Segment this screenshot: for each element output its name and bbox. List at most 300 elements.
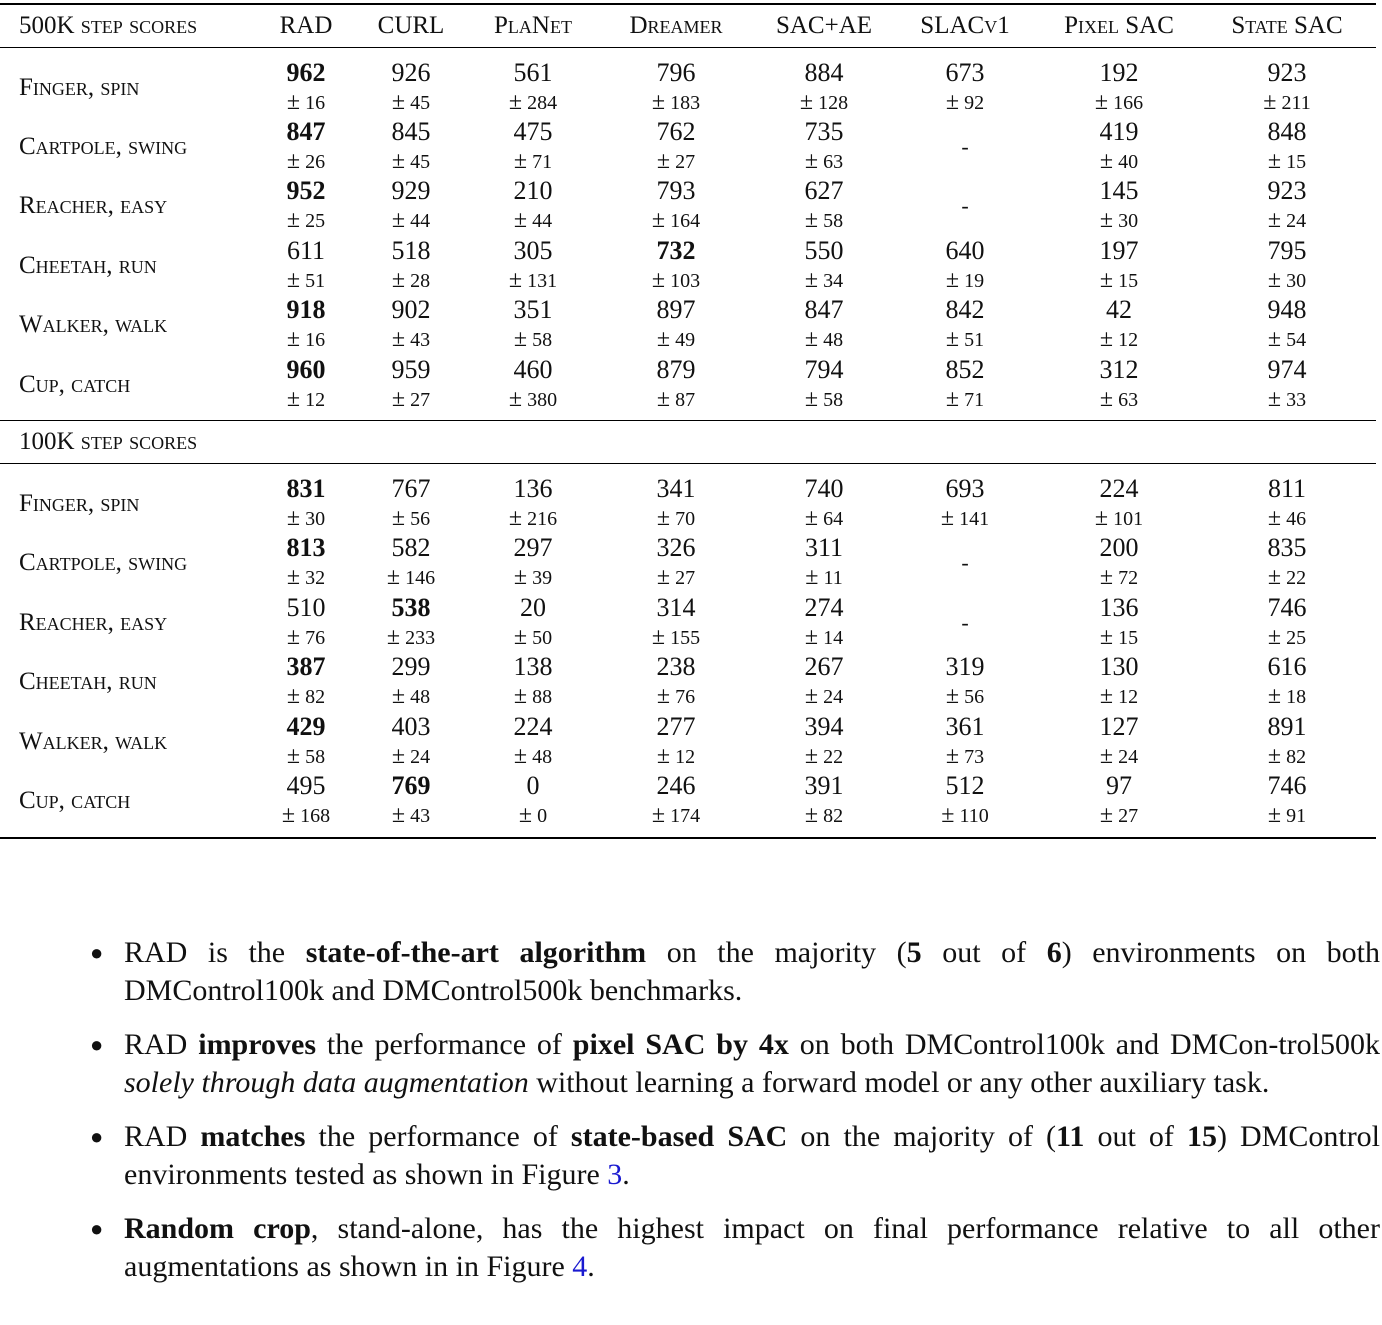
score-cell — [468, 176, 598, 236]
std-value: 103 — [670, 269, 701, 292]
score-cell — [894, 236, 1036, 296]
score-mean: 918 — [286, 295, 326, 325]
score-std — [354, 205, 468, 236]
score-mean: 312 — [1099, 354, 1139, 384]
score-cell — [258, 474, 354, 534]
plus-minus-icon: ± — [1267, 385, 1282, 412]
plus-minus-icon: ± — [804, 266, 819, 293]
score-std — [258, 384, 354, 415]
plus-minus-icon: ± — [1099, 385, 1114, 412]
std-value: 54 — [1286, 329, 1307, 352]
score-mean: 136 — [1099, 592, 1139, 622]
plus-minus-icon: ± — [508, 505, 523, 532]
text-run: RAD — [124, 1028, 199, 1061]
score-cell — [754, 236, 894, 296]
plus-minus-icon: ± — [804, 742, 819, 769]
plus-minus-icon: ± — [799, 88, 814, 115]
std-value: 50 — [532, 626, 553, 649]
score-mean: 20 — [520, 592, 546, 622]
std-value: 64 — [823, 508, 844, 531]
score-std — [754, 205, 894, 236]
col-header-dreamer: Dreamer — [629, 12, 723, 39]
score-cell — [1036, 58, 1202, 118]
std-value: 211 — [1281, 91, 1311, 114]
score-std — [258, 324, 354, 355]
std-value: 76 — [675, 686, 696, 709]
std-value: 33 — [1286, 388, 1307, 411]
std-value: 16 — [305, 329, 326, 352]
score-std — [1202, 146, 1372, 177]
plus-minus-icon: ± — [1267, 148, 1282, 175]
std-value: 16 — [305, 91, 326, 114]
text-run: the performance of — [316, 1028, 573, 1061]
score-std — [258, 622, 354, 653]
text-run: without learning a forward model or any other auxiliary task. — [528, 1066, 1270, 1099]
bottom-rule — [0, 837, 1376, 839]
table-row — [0, 593, 1376, 652]
score-std — [468, 503, 598, 534]
plus-minus-icon: ± — [513, 742, 528, 769]
score-std — [354, 622, 468, 653]
score-std — [1036, 384, 1202, 415]
score-cell — [598, 295, 754, 355]
plus-minus-icon: ± — [1267, 623, 1282, 650]
plus-minus-icon: ± — [1099, 266, 1114, 293]
score-cell — [354, 593, 468, 653]
score-std — [468, 205, 598, 236]
text-run: the performance of — [305, 1120, 571, 1153]
score-cell — [258, 593, 354, 653]
std-value: 380 — [527, 388, 558, 411]
score-cell — [468, 236, 598, 296]
env-label: Finger, spin — [19, 73, 140, 101]
score-mean: 884 — [804, 57, 844, 87]
std-value: 27 — [675, 567, 696, 590]
missing-value: - — [961, 193, 969, 219]
col-header-pixel-sac: Pixel SAC — [1064, 12, 1174, 39]
bullet-icon: ● — [90, 1216, 104, 1241]
score-std — [1202, 503, 1372, 534]
score-mean: 130 — [1099, 652, 1139, 682]
table-row — [0, 117, 1376, 176]
score-cell — [1202, 295, 1372, 355]
score-cell — [258, 771, 354, 831]
score-std — [258, 146, 354, 177]
score-cell — [1036, 355, 1202, 415]
score-mean: 561 — [513, 57, 553, 87]
score-mean: 762 — [656, 117, 696, 147]
score-std — [354, 800, 468, 831]
std-value: 12 — [675, 745, 696, 768]
score-cell — [598, 593, 754, 653]
table-row — [0, 474, 1376, 533]
score-mean: 361 — [945, 711, 985, 741]
std-value: 15 — [1286, 151, 1307, 174]
score-mean: 391 — [804, 771, 844, 800]
std-value: 164 — [670, 210, 701, 233]
text-run: state-of-the-art algorithm — [305, 936, 647, 969]
score-std — [468, 146, 598, 177]
std-value: 27 — [1118, 805, 1139, 827]
score-std — [1202, 741, 1372, 772]
std-value: 48 — [532, 745, 553, 768]
section-500k-body — [0, 48, 1376, 420]
score-std — [754, 562, 894, 593]
list-item — [90, 1026, 1380, 1102]
plus-minus-icon: ± — [656, 148, 671, 175]
score-cell — [598, 474, 754, 534]
score-cell — [354, 771, 468, 831]
plus-minus-icon: ± — [286, 385, 301, 412]
score-cell — [894, 550, 1036, 576]
plus-minus-icon: ± — [518, 802, 533, 828]
score-std — [258, 87, 354, 118]
score-std — [894, 800, 1036, 831]
score-std — [754, 503, 894, 534]
score-cell — [1036, 176, 1202, 236]
plus-minus-icon: ± — [945, 683, 960, 710]
score-std — [258, 741, 354, 772]
plus-minus-icon: ± — [391, 505, 406, 532]
std-value: 58 — [823, 388, 844, 411]
std-value: 44 — [410, 210, 431, 233]
score-std — [1202, 205, 1372, 236]
std-value: 72 — [1118, 567, 1139, 590]
score-cell — [1202, 593, 1372, 653]
score-mean: 845 — [391, 117, 431, 147]
std-value: 73 — [964, 745, 985, 768]
score-std — [354, 562, 468, 593]
std-value: 49 — [675, 329, 696, 352]
std-value: 43 — [410, 805, 431, 827]
score-std — [1036, 800, 1202, 831]
std-value: 12 — [1118, 329, 1139, 352]
score-cell — [894, 474, 1036, 534]
std-value: 110 — [959, 805, 989, 827]
score-mean: 929 — [391, 176, 431, 206]
plus-minus-icon: ± — [508, 266, 523, 293]
plus-minus-icon: ± — [804, 683, 819, 710]
score-cell — [258, 58, 354, 118]
score-mean: 200 — [1099, 533, 1139, 563]
score-std — [894, 265, 1036, 296]
score-cell — [468, 771, 598, 831]
col-header-sac-ae: SAC+AE — [775, 12, 873, 39]
header-row — [0, 5, 1376, 47]
std-value: 82 — [305, 686, 326, 709]
score-cell — [598, 771, 754, 831]
std-value: 87 — [675, 388, 696, 411]
std-value: 30 — [305, 508, 326, 531]
score-mean: 246 — [656, 771, 696, 800]
score-mean: 319 — [945, 652, 985, 682]
col-header-planet: PlaNet — [494, 12, 572, 39]
score-cell — [1202, 176, 1372, 236]
std-value: 0 — [537, 805, 548, 827]
std-value: 15 — [1118, 626, 1139, 649]
score-std — [468, 265, 598, 296]
score-std — [258, 265, 354, 296]
std-value: 58 — [305, 745, 326, 768]
plus-minus-icon: ± — [286, 623, 301, 650]
score-cell — [468, 474, 598, 534]
score-cell — [1202, 712, 1372, 772]
std-value: 46 — [1286, 508, 1307, 531]
score-cell — [598, 533, 754, 593]
score-cell — [468, 355, 598, 415]
score-mean: 387 — [286, 652, 326, 682]
score-std — [468, 741, 598, 772]
score-std — [354, 146, 468, 177]
plus-minus-icon: ± — [1099, 326, 1114, 353]
plus-minus-icon: ± — [941, 802, 955, 828]
score-mean: 842 — [945, 295, 985, 325]
score-std — [1202, 324, 1372, 355]
score-mean: 960 — [286, 354, 326, 384]
score-std — [1036, 146, 1202, 177]
score-mean: 138 — [513, 652, 553, 682]
score-std — [1036, 87, 1202, 118]
score-mean: 952 — [286, 176, 326, 206]
score-std — [598, 622, 754, 653]
plus-minus-icon: ± — [945, 266, 960, 293]
score-mean: 299 — [391, 652, 431, 682]
std-value: 39 — [532, 567, 553, 590]
score-std — [258, 562, 354, 593]
plus-minus-icon: ± — [286, 564, 301, 591]
score-cell — [894, 771, 1036, 831]
score-std — [598, 384, 754, 415]
score-std — [894, 324, 1036, 355]
score-mean: 847 — [286, 117, 326, 147]
env-label: Cup, catch — [19, 786, 131, 814]
score-cell — [894, 134, 1036, 160]
std-value: 58 — [823, 210, 844, 233]
plus-minus-icon: ± — [513, 326, 528, 353]
score-std — [1036, 562, 1202, 593]
bullet-icon: ● — [90, 940, 104, 965]
score-cell — [1202, 652, 1372, 712]
text-run: on the majority ( — [646, 936, 907, 969]
score-cell — [258, 533, 354, 593]
score-cell — [754, 295, 894, 355]
score-mean: 974 — [1267, 354, 1307, 384]
figure-link[interactable]: 3 — [607, 1158, 623, 1191]
score-mean: 267 — [804, 652, 844, 682]
score-cell — [598, 236, 754, 296]
env-label: Finger, spin — [19, 490, 140, 518]
score-std — [354, 87, 468, 118]
plus-minus-icon: ± — [651, 266, 666, 293]
std-value: 82 — [823, 805, 844, 827]
score-mean: 831 — [286, 474, 326, 504]
std-value: 76 — [305, 626, 326, 649]
text-run: Random crop — [124, 1212, 311, 1245]
plus-minus-icon: ± — [286, 505, 301, 532]
plus-minus-icon: ± — [391, 683, 406, 710]
score-cell — [468, 117, 598, 177]
score-std — [354, 741, 468, 772]
std-value: 28 — [410, 269, 431, 292]
std-value: 43 — [410, 329, 431, 352]
std-value: 48 — [823, 329, 844, 352]
score-cell — [598, 355, 754, 415]
score-mean: 419 — [1099, 117, 1139, 147]
score-std — [1036, 265, 1202, 296]
env-label: Cheetah, run — [19, 251, 157, 279]
score-mean: 740 — [804, 474, 844, 504]
std-value: 56 — [964, 686, 985, 709]
score-std — [754, 324, 894, 355]
table-row — [0, 296, 1376, 355]
score-cell — [354, 355, 468, 415]
score-mean: 210 — [513, 176, 553, 206]
std-value: 26 — [305, 151, 326, 174]
score-mean: 616 — [1267, 652, 1307, 682]
score-mean: 0 — [526, 771, 540, 800]
col-header-state-sac: State SAC — [1231, 12, 1343, 39]
score-mean: 902 — [391, 295, 431, 325]
score-std — [1036, 503, 1202, 534]
score-mean: 238 — [656, 652, 696, 682]
score-cell — [1036, 712, 1202, 772]
plus-minus-icon: ± — [651, 207, 666, 234]
score-cell — [1036, 295, 1202, 355]
score-std — [754, 384, 894, 415]
table-row — [0, 236, 1376, 295]
std-value: 40 — [1118, 151, 1139, 174]
score-mean: 127 — [1099, 711, 1139, 741]
std-value: 91 — [1286, 805, 1307, 827]
plus-minus-icon: ± — [1267, 266, 1282, 293]
list-item-text — [124, 1026, 1380, 1102]
plus-minus-icon: ± — [656, 683, 671, 710]
plus-minus-icon: ± — [286, 742, 301, 769]
score-mean: 311 — [804, 533, 844, 563]
missing-value: - — [961, 609, 969, 635]
score-std — [1036, 205, 1202, 236]
score-cell — [1202, 117, 1372, 177]
score-cell — [1202, 355, 1372, 415]
score-cell — [1202, 771, 1372, 831]
score-std — [1036, 324, 1202, 355]
plus-minus-icon: ± — [513, 207, 528, 234]
score-std — [1202, 562, 1372, 593]
score-std — [598, 741, 754, 772]
score-std — [258, 503, 354, 534]
score-std — [1202, 384, 1372, 415]
score-mean: 297 — [513, 533, 553, 563]
score-cell — [468, 593, 598, 653]
plus-minus-icon: ± — [1099, 564, 1114, 591]
score-mean: 926 — [391, 57, 431, 87]
table-row — [0, 534, 1376, 593]
env-label: Walker, walk — [19, 727, 168, 755]
score-cell — [598, 58, 754, 118]
score-mean: 510 — [286, 592, 326, 622]
score-cell — [354, 652, 468, 712]
plus-minus-icon: ± — [1267, 742, 1282, 769]
col-header-rad: RAD — [279, 12, 333, 39]
score-mean: 97 — [1106, 771, 1132, 800]
plus-minus-icon: ± — [805, 564, 819, 591]
std-value: 216 — [527, 508, 558, 531]
score-std — [894, 681, 1036, 712]
score-mean: 512 — [945, 771, 985, 800]
score-mean: 897 — [656, 295, 696, 325]
score-mean: 796 — [656, 57, 696, 87]
section-header-100k — [0, 421, 1376, 463]
text-run: on the majority of ( — [787, 1120, 1057, 1153]
std-value: 70 — [675, 508, 696, 531]
std-value: 27 — [410, 388, 431, 411]
plus-minus-icon: ± — [656, 326, 671, 353]
plus-minus-icon: ± — [281, 802, 296, 828]
plus-minus-icon: ± — [1094, 88, 1109, 115]
score-cell — [598, 652, 754, 712]
score-std — [598, 146, 754, 177]
plus-minus-icon: ± — [513, 623, 528, 650]
list-item-text — [124, 1118, 1380, 1194]
score-std — [468, 87, 598, 118]
score-cell — [894, 295, 1036, 355]
plus-minus-icon: ± — [945, 385, 960, 412]
score-mean: 326 — [656, 533, 696, 563]
plus-minus-icon: ± — [513, 564, 528, 591]
score-mean: 746 — [1267, 592, 1307, 622]
score-mean: 959 — [391, 354, 431, 384]
score-std — [1202, 87, 1372, 118]
score-std — [754, 800, 894, 831]
std-value: 45 — [410, 91, 431, 114]
list-item — [90, 1118, 1380, 1194]
std-value: 12 — [305, 388, 326, 411]
text-run: . — [622, 1158, 630, 1191]
score-mean: 582 — [391, 533, 431, 563]
score-cell — [258, 712, 354, 772]
score-cell — [258, 355, 354, 415]
score-std — [1036, 622, 1202, 653]
plus-minus-icon: ± — [391, 266, 406, 293]
plus-minus-icon: ± — [286, 88, 301, 115]
plus-minus-icon: ± — [1267, 802, 1282, 828]
env-label: Cheetah, run — [19, 668, 157, 696]
score-mean: 813 — [286, 533, 326, 563]
plus-minus-icon: ± — [651, 88, 666, 115]
plus-minus-icon: ± — [386, 564, 401, 591]
list-item — [90, 934, 1380, 1010]
figure-link[interactable]: 4 — [572, 1250, 588, 1283]
text-run: matches — [200, 1120, 306, 1153]
plus-minus-icon: ± — [513, 683, 528, 710]
score-mean: 640 — [945, 235, 985, 265]
std-value: 22 — [1286, 567, 1307, 590]
plus-minus-icon: ± — [286, 207, 301, 234]
plus-minus-icon: ± — [945, 326, 960, 353]
score-cell — [468, 712, 598, 772]
plus-minus-icon: ± — [1267, 505, 1282, 532]
score-cell — [1036, 236, 1202, 296]
score-cell — [894, 58, 1036, 118]
plus-minus-icon: ± — [804, 505, 819, 532]
list-item-text — [124, 934, 1380, 1010]
score-std — [354, 384, 468, 415]
table-row — [0, 712, 1376, 771]
std-value: 12 — [1118, 686, 1139, 709]
score-mean: 403 — [391, 711, 431, 741]
std-value: 18 — [1286, 686, 1307, 709]
score-mean: 192 — [1099, 57, 1139, 87]
